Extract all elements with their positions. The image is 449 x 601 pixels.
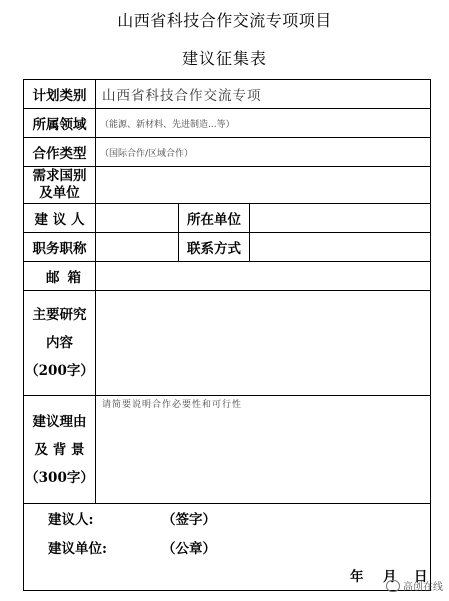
reason-label <box>24 396 95 503</box>
contact-label: 联系方式 <box>187 241 241 257</box>
watermark-text: 高创在线 <box>403 582 443 593</box>
form-subtitle: 建议征集表 <box>181 49 267 68</box>
date-year: 年 <box>350 569 364 585</box>
coop-type-input[interactable]: （国际合作/区域合作） <box>100 148 194 159</box>
demand-country-input[interactable] <box>96 167 430 203</box>
sign-proposer-note: （签字） <box>162 512 216 528</box>
research-label-line3: （200字） <box>25 363 94 379</box>
date-month: 月 <box>383 569 397 585</box>
row-divider <box>23 503 431 504</box>
table-border-bottom <box>23 590 431 591</box>
contact-input[interactable] <box>250 233 430 261</box>
reason-label-line1: 建议理由 <box>32 413 87 430</box>
email-label <box>24 262 95 290</box>
sign-proposer-label: 建议人: <box>48 512 94 528</box>
unit-input[interactable] <box>250 204 430 232</box>
field-input[interactable]: （能源、新材料、先进制造...等） <box>100 119 235 130</box>
category-value[interactable]: 山西省科技合作交流专项 <box>102 88 262 104</box>
email-label-char2: 箱 <box>67 270 81 286</box>
field-label: 所属领域 <box>32 117 87 133</box>
research-content-input[interactable] <box>96 291 430 395</box>
watermark <box>386 578 443 593</box>
unit-label: 所在单位 <box>187 212 241 228</box>
demand-label-line1: 需求国别 <box>32 168 87 184</box>
form-title: 山西省科技合作交流专项项目 <box>117 11 332 30</box>
reason-label-line3: （300字） <box>25 469 94 486</box>
date-day: 日 <box>414 569 428 585</box>
wechat-icon <box>386 580 400 592</box>
title-input[interactable] <box>96 233 178 261</box>
research-label-line2: 内容 <box>46 335 73 351</box>
proposer-input[interactable] <box>96 204 178 232</box>
email-input[interactable] <box>96 262 430 290</box>
reason-input[interactable]: 请简要说明合作必要性和可行性 <box>102 400 243 410</box>
title-label: 职务职称 <box>32 241 87 257</box>
coop-type-label: 合作类型 <box>32 146 87 162</box>
table-border-right <box>430 79 431 591</box>
email-label-char1: 邮 <box>46 270 60 286</box>
research-content-label <box>24 291 95 395</box>
research-label-line1: 主要研究 <box>32 307 87 323</box>
demand-label-line2: 及单位 <box>39 185 80 201</box>
reason-label-line2: 及 背 景 <box>34 441 85 458</box>
sign-unit-note: （公章） <box>162 541 216 557</box>
category-label: 计划类别 <box>32 88 87 104</box>
proposer-label: 建 议 人 <box>34 212 85 228</box>
sign-unit-label: 建议单位: <box>48 541 107 557</box>
demand-country-label <box>24 167 95 203</box>
